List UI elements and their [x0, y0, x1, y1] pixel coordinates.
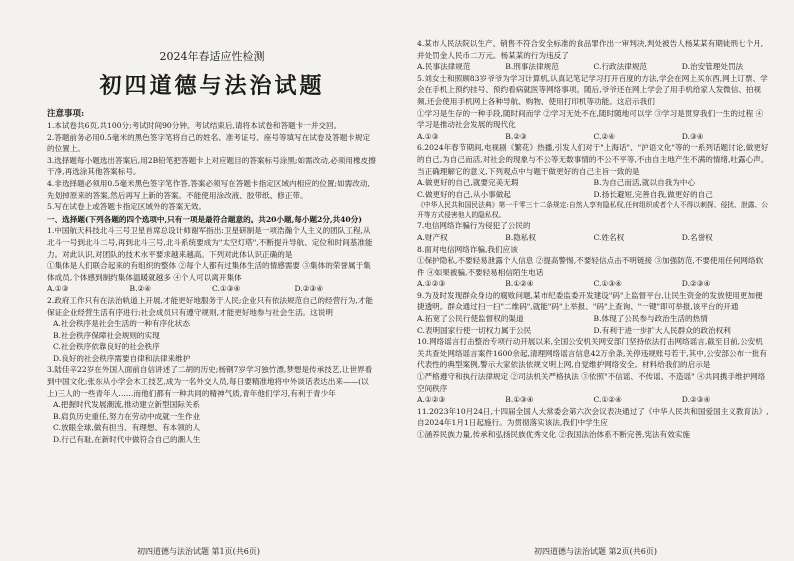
option: A.拓宽了公民行使监督权的渠道: [417, 314, 524, 324]
question-6-options: [417, 177, 770, 200]
option: C.②④: [593, 131, 616, 141]
option: A.①②③: [417, 279, 446, 289]
question-5-options: [417, 131, 770, 143]
option: B.肩负历史重任,努力在劳动中成就一生作业: [53, 411, 201, 421]
option: A.民事法律规范: [417, 62, 471, 72]
notice-item: 3.选择题每小题选出答案后,用2B铅笔把答题卡上对应题目的答案标号涂黑;如需改动,必须用橡皮擦干净,再选涂其他答案标号。: [47, 155, 376, 177]
question-5-statements: ①学习是生存的一种手段,随时间而学 ②学习无处不在,随时随地可以学 ③学习是贯穿我们一生的过程 ④学习是推动社会发展的现代化: [417, 108, 764, 130]
option: D.名誉权: [681, 232, 713, 242]
question-3: 3.陆佳辛22岁在外国人面前自信讲述了二胡的历史;杨钢7岁学习独竹漂,梦想是传承技艺,让世界看到中国文化;张东从小学会木工技艺,成为一名外交人员,每日要精准地将中外谈话表达出来——(以上)三人的一些青年人……而他们都有一种共同的精神气质,青年他们学习,有利于青少年: [47, 365, 373, 398]
option: A.做更好的自己,就要完美无瑕: [417, 178, 519, 188]
question-6: 6.2024年春节期间,电视剧《繁花》热播,引发人们对于"上海话"、"沪语文化"等的一系列话题讨论,做更好的自己,为自己而活,对社会的现象与不公等无数事情的不公不平等,不由自主地产生不满的情绪,吐露心声。当正确理解它的意义,下列观点中与题干做更好的自己主旨一致的是: [417, 143, 769, 176]
option: D.扬长避短,完善自我,做更好的自己: [593, 189, 713, 199]
option: D.良好的社会秩序需要自律和法律来维护: [53, 353, 191, 363]
question-1-options: [47, 283, 377, 295]
option: D.②③④: [681, 395, 711, 405]
notice-heading: 注意事项:: [47, 109, 85, 119]
notice-item: 1.本试卷共6页,共100分;考试时间90分钟。考试结束后,请将本试卷和答题卡一并交回。: [47, 121, 342, 130]
question-5: 5.刘女士和照顾83岁爷爷为学习计算机,认真记笔记学习打开百度的方法,学会在网上买东西,网上订票、学会在手机上预约挂号、预约看病就医等网络事项。随后,爷爷还在网上学会了用手机给家人发微信、拍视频,还会使用手机网上各种导航、购物、使用打印机等功能。这启示我们: [417, 73, 768, 106]
option: C.做更好的自己,从小事做起: [417, 189, 511, 199]
question-10-options: [417, 394, 770, 406]
option: A.①②③: [417, 395, 446, 405]
question-9: 9.为及时发现群众身边的腐败问题,某市纪委监委开发建设"码"上监督平台,让民生资金的发放使用更加便捷透明。群众通过扫一扫"二维码",就能"码"上举报、"码"上查询、"一键"即可举报,该平台的开通: [417, 290, 763, 312]
option: D.有利于进一步扩大人民群众的政治权利: [593, 325, 731, 335]
option: C.社会秩序依靠良好的社会秩序: [53, 342, 160, 352]
notice-item: 5.写在试卷上或答题卡指定区域外的答案无效。: [47, 202, 207, 212]
option: B.刑事法律规范: [505, 62, 559, 72]
option: D.行己有耻,在新时代中做符合自己的潮人生: [53, 435, 201, 445]
option: C.①③④: [212, 284, 241, 294]
option: A.财产权: [417, 232, 448, 242]
option: D.③④: [681, 131, 704, 141]
page-footer: 初四道德与法治试题 第2页(共6页): [534, 547, 657, 556]
question-7-options: [417, 232, 770, 244]
option: B.①③④: [505, 395, 534, 405]
option: B.为自己而活,就以自我为中心: [593, 178, 696, 188]
question-7: 7.电信网络诈骗行为侵犯了公民的: [417, 221, 531, 231]
option: B.②③: [505, 131, 527, 141]
question-10: 10.网络谣言打击整治专项行动开展以来,全国公安机关网安部门坚持依法打击网络谣言,截至目前,公安机关共查处网络谣言案件1600余起,清理网络谣言信息42万余条,关停违规账号若干,其中,公安部公布一批有代表性的典型案例,警示大家依法依规文明上网,自觉维护网络安全。材料给我们的启示是: [417, 337, 767, 370]
option: B.隐私权: [505, 232, 537, 242]
exam-subtitle: 2024年春适应性检测: [159, 50, 265, 63]
option: D.治安管理处罚法: [681, 62, 744, 72]
option: B.体现了公民参与政治生活的热情: [593, 314, 708, 324]
option: B.社会秩序保障社会规则的实现: [53, 330, 160, 340]
option: C.行政法律规范: [593, 62, 648, 72]
question-8-statements: ①保护隐私,不要轻易泄露个人信息 ②提高警惕,不要轻信点击不明链接 ③加强防范,不要使用任何网络软件 ④如果被骗,不要轻易相信陌生电话: [417, 256, 764, 277]
option: C.①②④: [593, 395, 622, 405]
question-1-statements: ①集体是人们联合起来的有组织的整体 ②每个人都有过集体生活的情感需要 ③集体的荣誉属于集体成员,个体感到制约集体温暖就越多 ④个人可以离开集体: [47, 261, 371, 282]
question-8-options: [417, 278, 770, 290]
section-heading: 一、选择题(下列各题的四个选项中,只有一项是最符合题意的。共20小题,每小题2分,共40分): [47, 214, 362, 224]
exam-title: 初四道德与法治试题: [99, 73, 325, 99]
page-footer: 初四道德与法治试题 第1页(共6页): [137, 547, 260, 556]
question-11-statements: ①涵养民族力量,传承和弘扬民族优秀文化 ②我国法治体系不断完善,宪法有效实施: [417, 430, 691, 439]
question-2: 2.政府工作只有在法治轨道上开展,才能更好地服务于人民;企业只有依法规范自己的经营行为,才能保证企业经营生活有序进行;社会成员只有遵守规则,才能更好地参与社会生活。这说明: [47, 295, 373, 317]
option: C.①③④: [593, 279, 622, 289]
question-4-options: [417, 61, 770, 73]
question-10-statements: ①严格遵守和执行法律规定 ②司法机关严格执法 ③依照"不信谣、不传谣、不造谣" ④共同携手维护网络空间秩序: [417, 372, 766, 393]
legal-excerpt: 《中华人民共和国民法典》第一千零三十二条规定:自然人享有隐私权,任何组织或者个人不得以刺探、侵扰、泄露、公开等方式侵害他人的隐私权。: [417, 201, 769, 220]
option: A.①③: [417, 131, 439, 141]
option: D.②③④: [681, 279, 711, 289]
question-1: 1.中国航天科技北斗三号卫星首席总设计师谢军指出:卫星研制是一项浩瀚个人主义的团队工程,从北斗一号到北斗二号,再到北斗三号,北斗系统要成为"太空灯塔",不断提升导航、定位和时间基准能力。对此认识,对团队的技术水平要求越来越高。下列对此体认识正确的是: [47, 226, 373, 259]
notice-item: 2.答题前务必用0.5毫米的黑色签字笔将自己的姓名、准考证号、座号等填写在试卷及答题卡规定的位置上。: [47, 132, 371, 154]
question-9-options: [417, 313, 770, 336]
option: C.姓名权: [593, 232, 625, 242]
notice-item: 4.非选择题必须用0.5毫米黑色签字笔作答,答案必须写在答题卡指定区域内相应的位置;如需改动,先划掉原来的答案,然后再写上新的答案。不能使用涂改液、胶带纸、修正带。: [47, 178, 370, 200]
option: A.把握时代发展潮流,推动建立新型国际关系: [53, 400, 200, 410]
option: C.表明国家行使一切权力属于公民: [417, 325, 532, 335]
page-two: [397, 0, 794, 561]
option: D.②③④: [294, 284, 324, 294]
option: B.②④: [129, 284, 152, 294]
question-11: 11.2023年10月24日,十四届全国人大常委会第六次会议表决通过了《中华人民共和国爱国主义教育法》,自2024年1月1日起施行。为贯彻落实该法,我们中学生应: [417, 406, 769, 428]
option: B.①②④: [505, 279, 534, 289]
question-4: 4.某市人民法院以生产、销售不符合安全标准的食品罪作出一审判决,判处被告人杨某某有期徒刑七个月,并处罚金人民币二万元。杨某某的行为违反了: [417, 39, 764, 60]
option: C.放眼全球,做有担当、有理想、有本领的人: [53, 423, 201, 433]
question-8: 8.面对电信网络诈骗,我们应该: [417, 244, 518, 254]
option: A.社会秩序是社会生活的一种有序化状态: [53, 319, 190, 329]
option: A.①③: [47, 284, 69, 294]
